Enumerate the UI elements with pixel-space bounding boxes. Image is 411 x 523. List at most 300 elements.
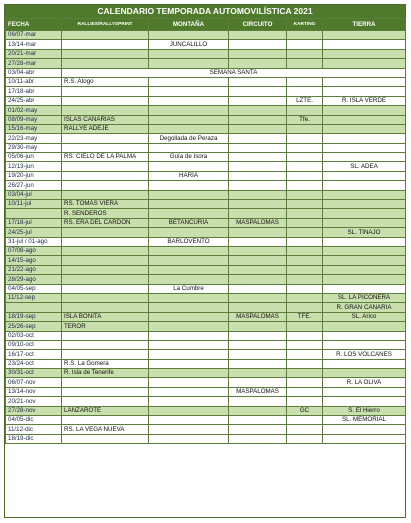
event-cell-karting: [287, 275, 323, 284]
table-row: [6, 87, 406, 96]
table-row: [6, 190, 406, 199]
col-header-fecha: FECHA: [6, 19, 62, 31]
event-cell-tierra: [323, 246, 406, 255]
event-cell-tierra: [323, 434, 406, 443]
event-cell-montana: [149, 190, 229, 199]
date-cell: 06/07-nov: [6, 378, 62, 387]
col-header-circuito: CIRCUITO: [229, 19, 287, 31]
event-cell-tierra: SL. LA PICONERA: [323, 293, 406, 302]
event-cell-circuito: [229, 96, 287, 105]
table-row: [6, 49, 406, 58]
table-row: [6, 416, 406, 425]
event-cell-rallies: R.S. Atogo: [62, 77, 149, 86]
event-cell-tierra: [323, 331, 406, 340]
event-cell-tierra: [323, 153, 406, 162]
date-cell: 16/17-oct: [6, 350, 62, 359]
date-cell: 19/20-jun: [6, 171, 62, 180]
event-cell-tierra: SL. ADEA: [323, 162, 406, 171]
event-cell-rallies: [62, 340, 149, 349]
event-cell-karting: [287, 369, 323, 378]
event-cell-karting: [287, 49, 323, 58]
table-row: [6, 134, 406, 143]
event-cell-karting: [287, 237, 323, 246]
event-cell-karting: [287, 190, 323, 199]
event-cell-rallies: [62, 293, 149, 302]
table-row: [6, 406, 406, 415]
event-cell-karting: [287, 77, 323, 86]
event-cell-circuito: [229, 434, 287, 443]
event-cell-montana: [149, 265, 229, 274]
event-cell-tierra: [323, 200, 406, 209]
event-cell-montana: [149, 378, 229, 387]
event-cell-circuito: [229, 190, 287, 199]
col-header-montana: MONTAÑA: [149, 19, 229, 31]
event-cell-tierra: [323, 59, 406, 68]
event-cell-circuito: [229, 228, 287, 237]
table-row: [6, 106, 406, 115]
event-cell-circuito: MASPALOMAS: [229, 312, 287, 321]
event-cell-rallies: [62, 40, 149, 49]
table-row: [6, 171, 406, 180]
event-cell-karting: Tfe.: [287, 115, 323, 124]
event-cell-karting: [287, 293, 323, 302]
table-row: [6, 434, 406, 443]
event-cell-karting: [287, 153, 323, 162]
event-cell-tierra: [323, 397, 406, 406]
event-cell-circuito: [229, 209, 287, 218]
event-cell-tierra: [323, 256, 406, 265]
event-cell-circuito: [229, 77, 287, 86]
event-cell-circuito: [229, 275, 287, 284]
event-cell-montana: [149, 425, 229, 434]
event-cell-montana: [149, 303, 229, 312]
col-header-tierra: TIERRA: [323, 19, 406, 31]
event-cell-karting: [287, 171, 323, 180]
table-row: [6, 228, 406, 237]
date-cell: 10/11-jul: [6, 200, 62, 209]
event-cell-tierra: [323, 190, 406, 199]
event-cell-montana: [149, 59, 229, 68]
date-cell: 15/16-may: [6, 124, 62, 133]
date-cell: 11/12-dic: [6, 425, 62, 434]
date-cell: 03/04-abr: [6, 68, 62, 77]
event-cell-rallies: [62, 162, 149, 171]
event-cell-tierra: [323, 106, 406, 115]
event-cell-tierra: [323, 387, 406, 396]
table-row: [6, 237, 406, 246]
event-cell-tierra: [323, 77, 406, 86]
event-cell-karting: [287, 246, 323, 255]
event-cell-karting: [287, 434, 323, 443]
event-cell-karting: [287, 124, 323, 133]
event-cell-karting: [287, 134, 323, 143]
date-cell: 07/08-ago: [6, 246, 62, 255]
table-row: [6, 200, 406, 209]
event-cell-rallies: R.S. La Gomera: [62, 359, 149, 368]
calendar-table: [5, 18, 406, 444]
date-cell: 08/09-may: [6, 115, 62, 124]
event-cell-rallies: [62, 275, 149, 284]
event-cell-montana: [149, 369, 229, 378]
date-cell: 06/07-mar: [6, 31, 62, 40]
event-cell-montana: [149, 228, 229, 237]
event-cell-rallies: ISLAS CANARIAS: [62, 115, 149, 124]
event-cell-circuito: [229, 284, 287, 293]
event-cell-montana: Degollada de Peraza: [149, 134, 229, 143]
table-row: [6, 387, 406, 396]
event-cell-karting: TFE.: [287, 312, 323, 321]
event-cell-montana: [149, 87, 229, 96]
event-cell-montana: [149, 181, 229, 190]
date-cell: 30/31-oct: [6, 369, 62, 378]
date-cell: 24/25-abr: [6, 96, 62, 105]
event-cell-tierra: [323, 275, 406, 284]
event-cell-montana: [149, 143, 229, 152]
event-cell-circuito: [229, 322, 287, 331]
table-row: [6, 115, 406, 124]
table-row: [6, 246, 406, 255]
event-cell-karting: [287, 303, 323, 312]
table-row: [6, 31, 406, 40]
event-cell-circuito: MASPALOMAS: [229, 218, 287, 227]
event-cell-karting: [287, 397, 323, 406]
event-cell-montana: Guía de Isora: [149, 153, 229, 162]
event-cell-tierra: S. El Hierro: [323, 406, 406, 415]
event-cell-montana: [149, 397, 229, 406]
date-cell: 12/13-jun: [6, 162, 62, 171]
table-row: [6, 218, 406, 227]
event-cell-karting: [287, 340, 323, 349]
event-cell-montana: [149, 416, 229, 425]
event-cell-montana: [149, 340, 229, 349]
event-cell-circuito: [229, 59, 287, 68]
event-cell-rallies: [62, 171, 149, 180]
event-cell-tierra: [323, 49, 406, 58]
event-cell-karting: [287, 218, 323, 227]
event-cell-circuito: [229, 406, 287, 415]
table-row: [6, 331, 406, 340]
event-cell-circuito: [229, 256, 287, 265]
event-cell-tierra: [323, 171, 406, 180]
col-header-karting: KARTING: [287, 19, 323, 31]
event-cell-rallies: [62, 31, 149, 40]
event-cell-tierra: R. GRAN CANARIA: [323, 303, 406, 312]
event-cell-montana: [149, 331, 229, 340]
date-cell: 28/29-ago: [6, 275, 62, 284]
event-cell-montana: HARÍA: [149, 171, 229, 180]
table-row: [6, 397, 406, 406]
table-row: [6, 77, 406, 86]
event-cell-rallies: [62, 284, 149, 293]
event-cell-montana: [149, 256, 229, 265]
event-cell-rallies: [62, 143, 149, 152]
date-cell: 20/21-mar: [6, 49, 62, 58]
table-row: [6, 96, 406, 105]
event-cell-rallies: [62, 228, 149, 237]
event-cell-karting: [287, 87, 323, 96]
date-cell: 13/14-mar: [6, 40, 62, 49]
event-cell-circuito: [229, 153, 287, 162]
table-row: [6, 312, 406, 321]
event-cell-karting: [287, 256, 323, 265]
event-cell-rallies: [62, 434, 149, 443]
event-cell-rallies: [62, 237, 149, 246]
event-cell-circuito: [229, 171, 287, 180]
event-cell-circuito: [229, 181, 287, 190]
event-cell-circuito: [229, 359, 287, 368]
event-cell-karting: [287, 59, 323, 68]
event-cell-circuito: [229, 237, 287, 246]
date-cell: 31-jul / 01-ago: [6, 237, 62, 246]
event-cell-karting: [287, 331, 323, 340]
date-cell: 10/11-abr: [6, 77, 62, 86]
event-cell-rallies: RALLYE ADEJE: [62, 124, 149, 133]
event-cell-rallies: [62, 190, 149, 199]
event-cell-circuito: [229, 40, 287, 49]
span-event-cell: SEMANA SANTA: [62, 68, 406, 77]
event-cell-circuito: [229, 87, 287, 96]
event-cell-tierra: [323, 369, 406, 378]
event-cell-tierra: [323, 134, 406, 143]
event-cell-karting: [287, 162, 323, 171]
event-cell-rallies: [62, 246, 149, 255]
event-cell-tierra: [323, 31, 406, 40]
table-row: [6, 40, 406, 49]
date-cell: 24/25-jul: [6, 228, 62, 237]
event-cell-tierra: [323, 340, 406, 349]
date-cell: 18/19-dic: [6, 434, 62, 443]
table-row: [6, 350, 406, 359]
event-cell-montana: [149, 31, 229, 40]
date-cell: 27/28-nov: [6, 406, 62, 415]
event-cell-karting: [287, 228, 323, 237]
event-cell-circuito: [229, 246, 287, 255]
date-cell: 09/10-oct: [6, 340, 62, 349]
table-row: [6, 209, 406, 218]
date-cell: 04/05-dic: [6, 416, 62, 425]
event-cell-rallies: [62, 378, 149, 387]
event-cell-rallies: [62, 397, 149, 406]
date-cell: 27/28-mar: [6, 59, 62, 68]
table-row: [6, 322, 406, 331]
event-cell-karting: [287, 350, 323, 359]
event-cell-montana: BARLOVENTO: [149, 237, 229, 246]
event-cell-tierra: [323, 425, 406, 434]
event-cell-montana: [149, 350, 229, 359]
event-cell-circuito: [229, 331, 287, 340]
date-cell: 17/18-jul: [6, 218, 62, 227]
date-cell: 14/15-ago: [6, 256, 62, 265]
date-cell: 04/05-sep: [6, 284, 62, 293]
event-cell-circuito: [229, 134, 287, 143]
date-cell: 02/03-oct: [6, 331, 62, 340]
date-cell: 18/19-sep: [6, 312, 62, 321]
event-cell-montana: [149, 124, 229, 133]
event-cell-rallies: [62, 350, 149, 359]
event-cell-tierra: [323, 265, 406, 274]
table-row: [6, 293, 406, 302]
date-cell: 05/06-jun: [6, 153, 62, 162]
table-row: [6, 275, 406, 284]
event-cell-montana: [149, 359, 229, 368]
date-cell: 03/04-jul: [6, 190, 62, 199]
event-cell-montana: [149, 77, 229, 86]
event-cell-karting: GC: [287, 406, 323, 415]
event-cell-rallies: [62, 416, 149, 425]
event-cell-karting: [287, 284, 323, 293]
table-row: [6, 378, 406, 387]
event-cell-rallies: R. SENDEROS: [62, 209, 149, 218]
date-cell: 29/30-may: [6, 143, 62, 152]
date-cell: 25/26-sep: [6, 322, 62, 331]
event-cell-tierra: [323, 284, 406, 293]
date-cell: 21/22-ago: [6, 265, 62, 274]
event-cell-montana: [149, 200, 229, 209]
event-cell-rallies: [62, 331, 149, 340]
event-cell-rallies: RS. LA VEGA NUEVA: [62, 425, 149, 434]
event-cell-montana: La Cumbre: [149, 284, 229, 293]
event-cell-circuito: [229, 293, 287, 302]
event-cell-rallies: [62, 49, 149, 58]
event-cell-rallies: [62, 303, 149, 312]
event-cell-montana: [149, 387, 229, 396]
event-cell-tierra: SL. Arico: [323, 312, 406, 321]
date-cell: 11/12-sep: [6, 293, 62, 302]
event-cell-tierra: [323, 218, 406, 227]
event-cell-montana: [149, 406, 229, 415]
event-cell-rallies: [62, 87, 149, 96]
event-cell-rallies: ISLA BONITA: [62, 312, 149, 321]
event-cell-circuito: [229, 425, 287, 434]
event-cell-montana: JUNCALILLO: [149, 40, 229, 49]
table-row: [6, 256, 406, 265]
event-cell-rallies: [62, 134, 149, 143]
table-row: [6, 265, 406, 274]
event-cell-circuito: [229, 106, 287, 115]
event-cell-rallies: LANZAROTE: [62, 406, 149, 415]
event-cell-montana: [149, 162, 229, 171]
event-cell-karting: [287, 322, 323, 331]
event-cell-tierra: [323, 87, 406, 96]
date-cell: 01/02-may: [6, 106, 62, 115]
event-cell-tierra: R. LOS VOLCANES: [323, 350, 406, 359]
event-cell-tierra: R. ISLA VERDE: [323, 96, 406, 105]
event-cell-circuito: [229, 265, 287, 274]
event-cell-tierra: [323, 40, 406, 49]
event-cell-circuito: [229, 397, 287, 406]
event-cell-rallies: TEROR: [62, 322, 149, 331]
date-cell: 13/14-nov: [6, 387, 62, 396]
date-cell: 23/24-oct: [6, 359, 62, 368]
table-row: [6, 143, 406, 152]
table-row: [6, 181, 406, 190]
event-cell-karting: LZTE.: [287, 96, 323, 105]
event-cell-circuito: [229, 369, 287, 378]
event-cell-tierra: R. LA OLIVA: [323, 378, 406, 387]
event-cell-rallies: [62, 256, 149, 265]
event-cell-montana: BETANCURIA: [149, 218, 229, 227]
date-cell: 20/21-nov: [6, 397, 62, 406]
event-cell-tierra: [323, 124, 406, 133]
table-row: [6, 340, 406, 349]
event-cell-circuito: [229, 416, 287, 425]
event-cell-montana: [149, 106, 229, 115]
event-cell-montana: [149, 96, 229, 105]
event-cell-karting: [287, 265, 323, 274]
col-header-rallies: RALLIES/RALLYSPRINT: [62, 19, 149, 31]
event-cell-karting: [287, 387, 323, 396]
table-row: [6, 153, 406, 162]
event-cell-circuito: [229, 340, 287, 349]
table-row: [6, 284, 406, 293]
table-row: [6, 124, 406, 133]
event-cell-rallies: R. Isla de Tenerife: [62, 369, 149, 378]
table-row: [6, 359, 406, 368]
event-cell-montana: [149, 246, 229, 255]
event-cell-circuito: [229, 124, 287, 133]
event-cell-karting: [287, 143, 323, 152]
event-cell-montana: [149, 312, 229, 321]
event-cell-rallies: [62, 106, 149, 115]
event-cell-rallies: RS. CIELO DE LA PALMA: [62, 153, 149, 162]
table-row: [6, 369, 406, 378]
event-cell-tierra: SL. TINAJO: [323, 228, 406, 237]
event-cell-circuito: [229, 162, 287, 171]
event-cell-karting: [287, 378, 323, 387]
event-cell-montana: [149, 293, 229, 302]
date-cell: 26/27-jun: [6, 181, 62, 190]
event-cell-rallies: RS. ERA DEL CARDÓN: [62, 218, 149, 227]
event-cell-karting: [287, 200, 323, 209]
table-row: [6, 303, 406, 312]
event-cell-circuito: [229, 350, 287, 359]
event-cell-tierra: SL. MEMORIAL: [323, 416, 406, 425]
event-cell-tierra: [323, 237, 406, 246]
event-cell-tierra: [323, 143, 406, 152]
event-cell-circuito: [229, 115, 287, 124]
event-cell-tierra: [323, 359, 406, 368]
table-row: [6, 425, 406, 434]
calendar-sheet: [4, 4, 406, 518]
event-cell-karting: [287, 209, 323, 218]
event-cell-karting: [287, 416, 323, 425]
event-cell-karting: [287, 359, 323, 368]
event-cell-karting: [287, 425, 323, 434]
event-cell-circuito: [229, 31, 287, 40]
table-row: [6, 162, 406, 171]
date-cell: 17/18-abr: [6, 87, 62, 96]
event-cell-tierra: [323, 209, 406, 218]
event-cell-circuito: [229, 143, 287, 152]
event-cell-circuito: [229, 200, 287, 209]
date-cell: [6, 209, 62, 218]
event-cell-circuito: [229, 303, 287, 312]
header-row: [6, 19, 406, 31]
event-cell-rallies: RS. TOMÁS VIERA: [62, 200, 149, 209]
event-cell-karting: [287, 106, 323, 115]
event-cell-tierra: [323, 181, 406, 190]
event-cell-montana: [149, 275, 229, 284]
event-cell-circuito: MASPALOMAS: [229, 387, 287, 396]
event-cell-rallies: [62, 59, 149, 68]
event-cell-rallies: [62, 265, 149, 274]
event-cell-circuito: [229, 378, 287, 387]
event-cell-montana: [149, 434, 229, 443]
event-cell-montana: [149, 322, 229, 331]
event-cell-montana: [149, 115, 229, 124]
event-cell-tierra: [323, 115, 406, 124]
table-row: [6, 68, 406, 77]
